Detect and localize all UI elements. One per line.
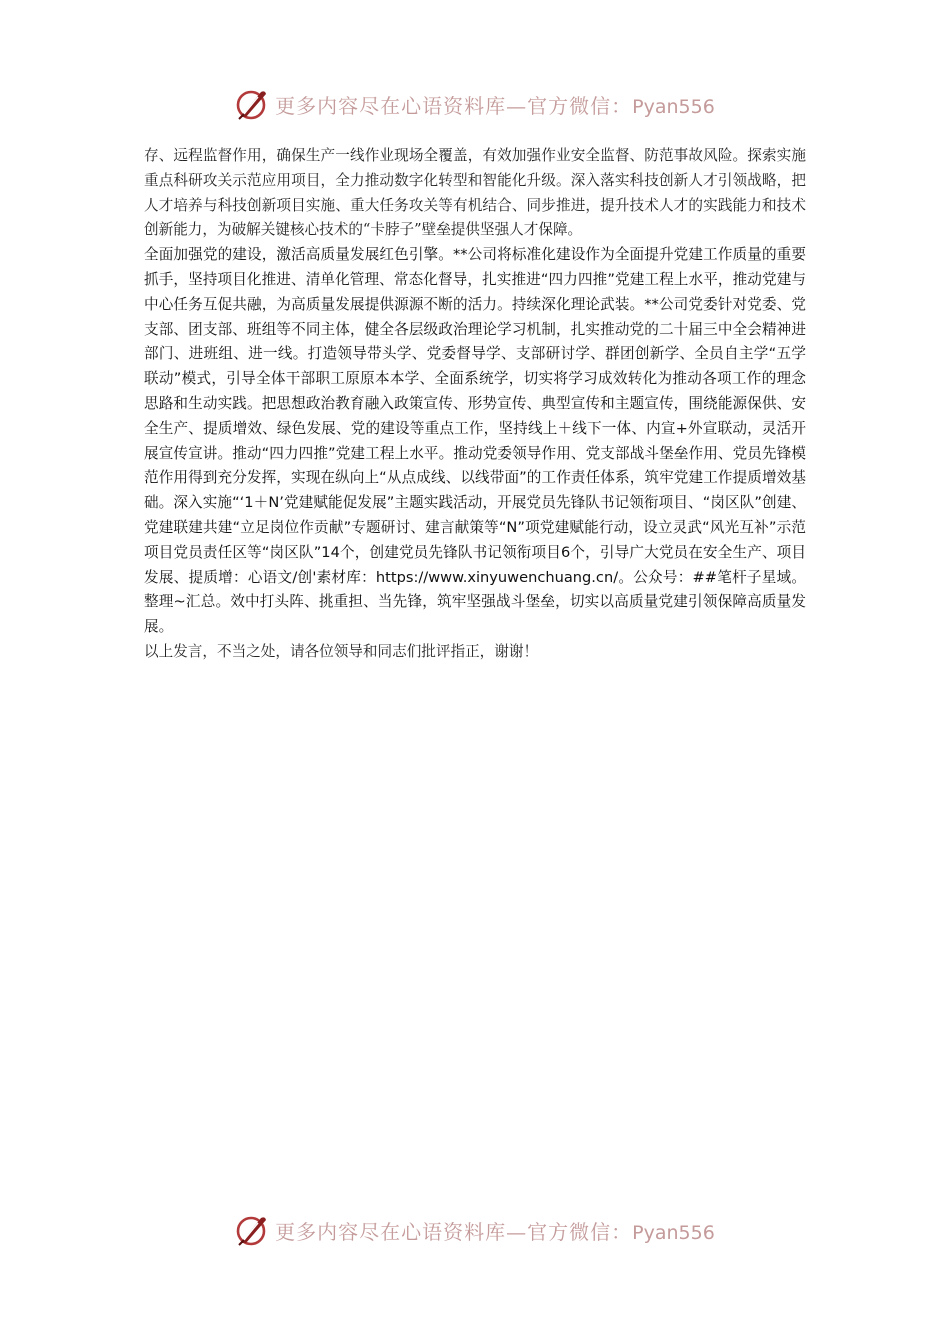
banner-text: 更多内容尽在心语资料库—官方微信：Pyan556: [275, 1219, 715, 1244]
header-banner: [0, 84, 950, 124]
paragraph-3: 以上发言，不当之处，请各位领导和同志们批评指正，谢谢！: [144, 642, 539, 660]
footer-banner: [0, 1210, 950, 1250]
quill-pen-logo-icon: [235, 1213, 269, 1247]
quill-pen-logo-icon: [235, 87, 269, 121]
wechat-id: Pyan556: [632, 95, 715, 118]
paragraph-2: 全面加强党的建设，激活高质量发展红色引擎。**公司将标准化建设作为全面提升党建工作质量的重要抓手，坚持项目化推进、清单化管理、常态化督导，扎实推进“四力四推”党建工程上水平，推动党建与中心任务互促共融，为高质量发展提供源源不断的活力。持续深化理论武装。**公司党委针对党委、党支部、团支部、班组等不同主体，健全各层级政治理论学习机制，扎实推动党的二十届三中全会精神进部门、进班组、进一线。打造领导带头学、党委督导学、支部研讨学、群团创新学、全员自主学“五学联动”模式，引导全体干部职工原原本本学、全面系统学，切实将学习成效转化为推动各项工作的理念思路和生动实践。把思想政治教育融入政策宣传、形势宣传、典型宣传和主题宣传，围绕能源保供、安全生产、提质增效、绿色发展、党的建设等重点工作，坚持线上＋线下一体、内宣+外宣联动，灵活开展宣传宣讲。推动“四力四推”党建工程上水平。推动党委领导作用、党支部战斗堡垒作用、党员先锋模范作用得到充分发挥，实现在纵向上“从点成线、以线带面”的工作责任体系，筑牢党建工作提质增效基础。深入实施“‘1＋N’党建赋能促发展”主题实践活动，开展党员先锋队书记领衔项目、“岗区队”创建、党建联建共建“立足岗位作贡献”专题研讨、建言献策等“N”项党建赋能行动，设立灵武“风光互补”示范项目党员责任区等“岗区队”14个，创建党员先锋队书记领衔项目6个，引导广大党员在安全生产、项目发展、提质增：心语文/创'素材库：https://www.xinyuwenchuang.cn/。公众号：##笔杆子星域。整理~汇总。效中打头阵、挑重担、当先锋，筑牢坚强战斗堡垒，切实以高质量党建引领保障高质量发展。: [144, 246, 806, 636]
paragraph-1: 存、远程监督作用，确保生产一线作业现场全覆盖，有效加强作业安全监督、防范事故风险。探索实施重点科研攻关示范应用项目，全力推动数字化转型和智能化升级。深入落实科技创新人才引领战略，把人才培养与科技创新项目实施、重大任务攻关等有机结合、同步推进，提升技术人才的实践能力和技术创新能力，为破解关键核心技术的“卡脖子”壁垒提供坚强人才保障。: [144, 147, 806, 239]
banner-text: 更多内容尽在心语资料库—官方微信：Pyan556: [275, 93, 715, 118]
document-body: [144, 144, 806, 665]
wechat-id: Pyan556: [632, 1221, 715, 1244]
